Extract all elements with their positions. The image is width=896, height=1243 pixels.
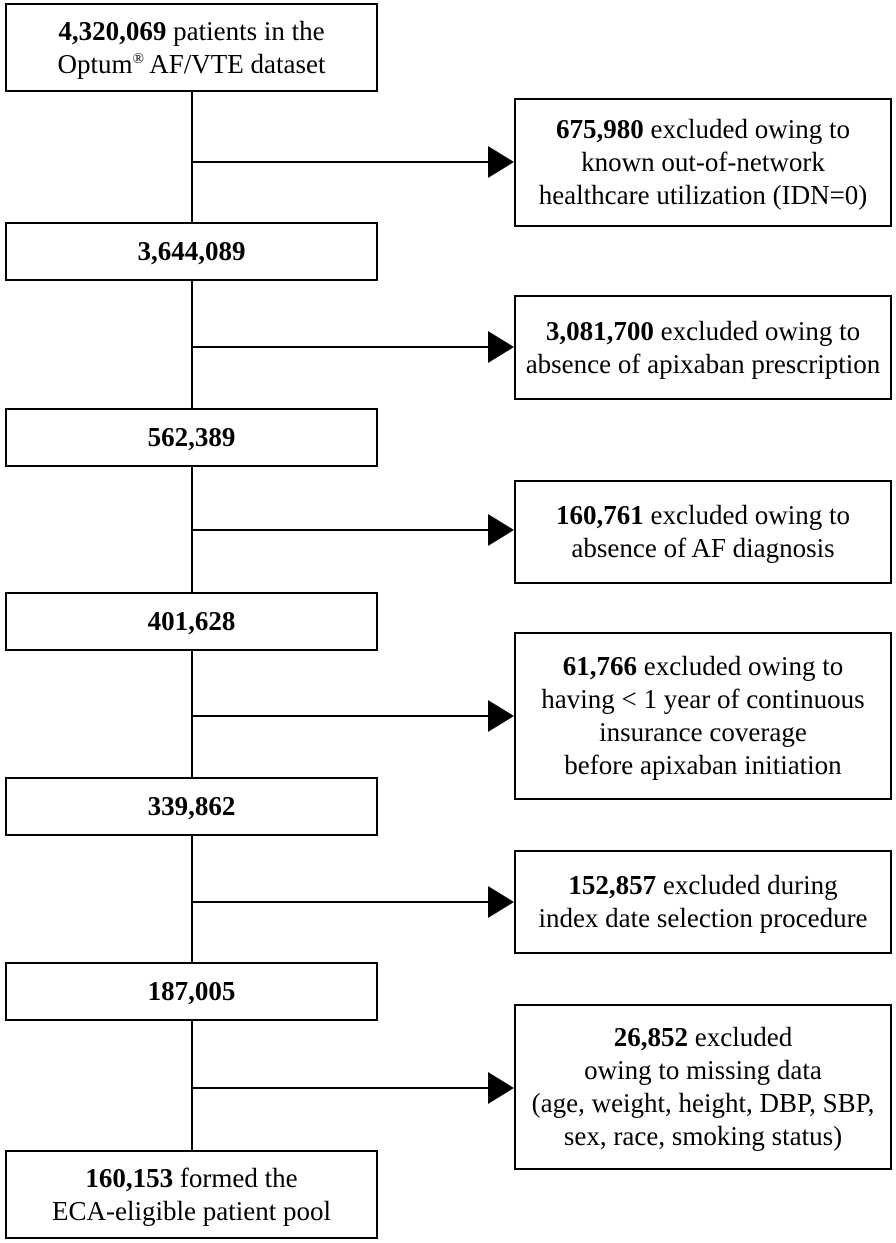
final-count: 160,153	[85, 1162, 174, 1193]
exclusion-count: 160,761	[556, 500, 644, 530]
remaining-count: 562,389	[147, 422, 236, 452]
remaining-count: 339,862	[147, 791, 236, 821]
remaining-count: 187,005	[147, 976, 236, 1006]
remaining-box-1	[5, 222, 378, 281]
exclusion-arrow-1	[192, 146, 514, 178]
exclusion-arrow-4	[192, 700, 514, 732]
exclusion-count: 675,980	[556, 114, 644, 144]
exclusion-arrow-5	[192, 886, 514, 918]
remaining-box-3	[5, 592, 378, 651]
exclusion-box-1: 675,980 excluded owing to known out-of-network healthcare utilization (IDN=0)	[514, 98, 892, 227]
remaining-box-5	[5, 962, 378, 1021]
exclusion-count: 3,081,700	[545, 315, 654, 346]
exclusion-box-6: 26,852 excluded owing to missing data (age, weight, height, DBP, SBP, sex, race, smoking status)	[514, 1004, 892, 1170]
remaining-count: 401,628	[147, 606, 236, 636]
exclusion-arrow-2	[192, 331, 514, 363]
start-count: 4,320,069	[58, 15, 167, 46]
exclusion-box-5: 152,857 excluded during index date selection procedure	[514, 850, 892, 954]
remaining-box-4	[5, 777, 378, 836]
remaining-count: 3,644,089	[137, 236, 246, 266]
exclusion-arrow-6	[192, 1072, 514, 1104]
exclusion-box-2: 3,081,700 excluded owing to absence of apixaban prescription	[514, 295, 892, 400]
exclusion-count: 152,857	[568, 870, 657, 900]
exclusion-box-4: 61,766 excluded owing to having < 1 year of continuous insurance coverage before apixaban initiation	[514, 632, 892, 800]
exclusion-count: 61,766	[562, 651, 637, 681]
exclusion-arrow-3	[192, 514, 514, 546]
remaining-box-2	[5, 408, 378, 467]
final-box: 160,153 formed the ECA-eligible patient pool	[5, 1150, 378, 1239]
registered-mark: ®	[132, 50, 144, 67]
start-box: 4,320,069 patients in the Optum® AF/VTE dataset	[5, 3, 378, 92]
exclusion-box-3: 160,761 excluded owing to absence of AF diagnosis	[514, 480, 892, 584]
exclusion-count: 26,852	[613, 1022, 689, 1052]
